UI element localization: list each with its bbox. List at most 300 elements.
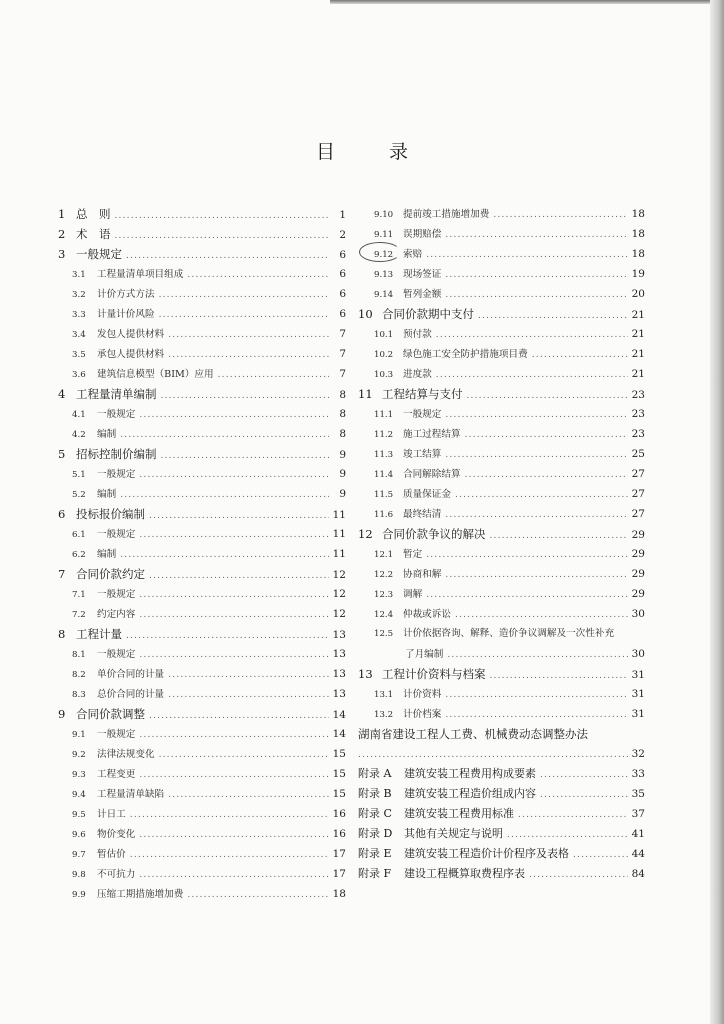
toc-entry-label: 一般规定 [97,649,136,660]
toc-entry-label: 合同价款期中支付 [382,307,474,321]
toc-entry-number: 3.5 [72,350,86,360]
toc-entry-page: 1 [339,209,346,221]
toc-entry-number: 7 [58,567,66,581]
toc-entry-number: 13.2 [374,710,394,720]
toc-entry-13-2[interactable] [358,704,645,724]
toc-entry-number: 10.3 [374,370,394,380]
toc-dot-leader [120,425,329,445]
toc-entry[interactable] [358,644,645,664]
toc-entry-page: 29 [631,529,645,541]
toc-entry-12-4[interactable] [358,604,645,624]
toc-dot-leader [139,465,329,485]
toc-entry-3-4[interactable] [58,324,346,344]
toc-entry-page: 21 [631,328,645,340]
page-title: 目 录 [315,141,433,163]
toc-entry-label: 单价合同的计量 [97,669,165,680]
toc-entry-8-3[interactable] [58,684,346,704]
toc-entry-number: 附录 B [358,787,392,800]
toc-entry-page: 13 [332,688,346,700]
toc-entry-9-2[interactable] [58,744,346,764]
toc-entry-number: 6.1 [72,530,86,540]
toc-dot-leader [507,825,628,845]
toc-entry-label: 合同价款争议的解决 [382,527,486,541]
toc-entry-page: 7 [339,328,346,340]
toc-entry-label: 施工过程结算 [403,429,461,440]
toc-entry-label: 一般规定 [97,469,136,480]
toc-entry-page: 6 [339,249,346,261]
toc-entry-label: 一般规定 [76,247,122,261]
toc-entry-number: 3 [58,247,66,261]
toc-entry-11-4[interactable] [358,464,645,484]
toc-entry-2[interactable] [58,224,346,244]
toc-entry-11-1[interactable] [358,404,645,424]
toc-dot-leader [168,325,329,345]
toc-entry-13-1[interactable] [358,684,645,704]
toc-entry-9-10[interactable] [358,204,645,224]
toc-entry-page: 27 [631,468,645,480]
toc-entry-page: 41 [631,828,645,840]
toc-dot-leader [445,285,628,305]
toc-entry-label: 建筑安装工程造价组成内容 [404,787,536,800]
toc-entry-label: 建设工程概算取费程序表 [404,867,525,880]
toc-entry-6-2[interactable] [58,544,346,564]
toc-dot-leader [455,605,628,625]
toc-entry-page: 9 [339,488,346,500]
toc-entry-7-2[interactable] [58,604,346,624]
toc-entry-label: 压缩工期措施增加费 [97,889,184,900]
toc-entry-5-1[interactable] [58,464,346,484]
toc-entry-page: 30 [631,648,645,660]
toc-entry-number: 13 [358,667,373,681]
toc-entry-label: 建筑安装工程费用构成要素 [404,767,536,780]
toc-entry-number: 11.1 [374,410,394,420]
toc-entry-label: 计价方式方法 [97,289,155,300]
toc-entry-page: 20 [631,288,645,300]
toc-entry-label: 约定内容 [97,609,136,620]
toc-entry-number: 附录 C [358,807,392,820]
toc-dot-leader [445,445,628,465]
toc-dot-leader [445,405,628,425]
toc-entry-page: 11 [332,509,346,521]
toc-entry-number: 12.2 [374,570,394,580]
toc-entry-7-1[interactable] [58,584,346,604]
toc-entry-label: 暂列金额 [403,289,442,300]
toc-entry-number: 11.5 [374,490,394,500]
toc-entry-9-11[interactable] [358,224,645,244]
toc-entry-label: 计日工 [97,809,126,820]
toc-right-column [358,204,645,884]
toc-entry-9-4[interactable] [58,784,346,804]
toc-entry-10[interactable] [358,304,645,324]
toc-dot-leader [187,885,329,905]
toc-entry-11-2[interactable] [358,424,645,444]
toc-entry-label: 承包人提供材料 [97,349,165,360]
toc-entry-label: 调解 [403,589,423,600]
toc-entry-page: 21 [631,309,645,321]
toc-entry-number: 9.2 [72,750,86,760]
toc-dot-leader [426,585,628,605]
toc-entry-label: 预付款 [403,329,432,340]
toc-entry-附录-D[interactable] [358,824,645,844]
toc-entry-number: 附录 A [358,767,392,780]
toc-dot-leader [120,545,329,565]
toc-dot-leader [161,446,330,466]
toc-entry-label: 工程计价资料与档案 [382,667,486,681]
toc-entry-number: 11 [358,387,373,401]
toc-entry-label: 法律法规变化 [97,749,155,760]
toc-entry-9-8[interactable] [58,864,346,884]
toc-entry-label: 暂定 [403,549,423,560]
toc-dot-leader [445,705,628,725]
toc-entry-11-3[interactable] [358,444,645,464]
toc-entry-page: 32 [631,748,645,760]
toc-entry-label: 了月编制 [405,649,444,660]
toc-dot-leader [445,685,628,705]
toc-entry-number: 12.4 [374,610,394,620]
toc-entry-label: 总 则 [76,207,111,221]
toc-entry-page: 6 [339,288,346,300]
toc-dot-leader [126,626,329,646]
toc-entry-page: 12 [332,588,346,600]
toc-entry-附录-A[interactable] [358,764,645,784]
toc-entry-number: 9.12 [374,250,394,260]
toc-entry-page: 30 [631,608,645,620]
toc-entry-8-1[interactable] [58,644,346,664]
toc-entry-10-3[interactable] [358,364,645,384]
toc-dot-leader [159,305,329,325]
toc-entry-label: 最终结清 [403,509,442,520]
toc-entry-number: 11.3 [374,450,394,460]
toc-entry-page: 15 [332,768,346,780]
toc-entry-4[interactable] [58,384,346,404]
toc-entry-11-5[interactable] [358,484,645,504]
toc-entry-label: 工程量清单编制 [76,387,157,401]
toc-entry-9-1[interactable] [58,724,346,744]
toc-entry-label: 索赔 [403,249,423,260]
toc-entry-附录-F[interactable] [358,864,645,884]
toc-entry-number: 8 [58,627,66,641]
toc-entry[interactable] [358,724,645,744]
toc-entry-12-1[interactable] [358,544,645,564]
toc-entry-number: 9.9 [72,890,86,900]
toc-dot-leader [149,506,329,526]
toc-entry-label: 编制 [97,429,117,440]
toc-entry-number: 9.4 [72,790,86,800]
toc-entry-number: 6.2 [72,550,86,560]
toc-entry-9-9[interactable] [58,884,346,904]
toc-entry-page: 21 [631,368,645,380]
toc-entry-label: 一般规定 [97,729,136,740]
toc-entry-label: 质量保证金 [403,489,451,500]
toc-dot-leader [532,345,628,365]
toc-entry-8[interactable] [58,624,346,644]
toc-entry-10-1[interactable] [358,324,645,344]
toc-entry-number: 5.1 [72,470,86,480]
toc-entry-label: 合同价款调整 [76,707,145,721]
toc-entry-number: 12.3 [374,590,394,600]
toc-entry-label: 术 语 [76,227,111,241]
toc-entry-12-5[interactable] [358,624,645,644]
toc-entry-6[interactable] [58,504,346,524]
toc-entry-label: 一般规定 [403,409,442,420]
toc-entry-number: 3.2 [72,290,86,300]
toc-dot-leader [490,666,629,686]
toc-dot-leader [168,785,329,805]
toc-dot-leader [149,706,329,726]
toc-dot-leader [573,845,628,865]
toc-entry-9[interactable] [58,704,346,724]
toc-entry-3-2[interactable] [58,284,346,304]
toc-entry-附录-C[interactable] [358,804,645,824]
scan-edge-top [330,0,724,4]
toc-dot-leader [168,345,329,365]
toc-entry-number: 10 [358,307,373,321]
toc-entry-3[interactable] [58,244,346,264]
toc-entry-label: 工程变更 [97,769,136,780]
toc-entry-label: 合同价款约定 [76,567,145,581]
toc-entry-4-1[interactable] [58,404,346,424]
toc-dot-leader [478,306,628,326]
toc-entry-8-2[interactable] [58,664,346,684]
toc-entry-page: 27 [631,508,645,520]
toc-entry-12[interactable] [358,524,645,544]
toc-entry-label: 工程计量 [76,627,122,641]
toc-entry-number: 9.3 [72,770,86,780]
toc-entry-number: 3.1 [72,270,86,280]
toc-dot-leader [130,805,329,825]
toc-entry-label: 计价档案 [403,709,442,720]
toc-entry-number: 6 [58,507,66,521]
toc-entry-number: 12.5 [374,629,394,639]
toc-entry-13[interactable] [358,664,645,684]
toc-entry-label: 计价依据咨询、解释、造价争议调解及一次性补充 [403,628,615,639]
toc-dot-leader [529,865,628,885]
toc-dot-leader [159,285,329,305]
toc-entry-9-12[interactable] [358,244,645,264]
toc-entry-number: 11.6 [374,510,394,520]
toc-entry-page: 31 [631,688,645,700]
toc-dot-leader [467,386,629,406]
toc-dot-leader [218,365,329,385]
toc-dot-leader [540,785,628,805]
toc-entry-4-2[interactable] [58,424,346,444]
toc-entry-number: 10.2 [374,350,394,360]
toc-dot-leader [447,645,628,665]
toc-dot-leader [139,585,329,605]
toc-entry-number: 3.6 [72,370,86,380]
toc-entry-page: 25 [631,448,645,460]
toc-entry-number: 附录 D [358,827,393,840]
toc-dot-leader [139,645,329,665]
toc-entry-page: 33 [631,768,645,780]
toc-entry-page: 35 [631,788,645,800]
toc-dot-leader [540,765,628,785]
toc-entry-label: 湖南省建设工程人工费、机械费动态调整办法 [358,727,588,741]
toc-entry-label: 不可抗力 [97,869,136,880]
toc-dot-leader [149,566,329,586]
toc-entry-附录-B[interactable] [358,784,645,804]
toc-entry-label: 计量计价风险 [97,309,155,320]
toc-dot-leader [455,485,628,505]
toc-dot-leader [426,245,628,265]
toc-entry-9-13[interactable] [358,264,645,284]
toc-entry-12-3[interactable] [358,584,645,604]
toc-entry-page: 23 [631,428,645,440]
toc-entry-page: 31 [631,708,645,720]
toc-entry-label: 建筑安装工程费用标准 [404,807,514,820]
toc-dot-leader [490,526,629,546]
toc-entry-number: 9.13 [374,270,394,280]
toc-entry-3-6[interactable] [58,364,346,384]
toc-entry-number: 12.1 [374,550,394,560]
toc-entry-3-3[interactable] [58,304,346,324]
toc-dot-leader [445,225,628,245]
toc-entry-page: 8 [339,408,346,420]
toc-entry-number: 4.1 [72,410,86,420]
toc-dot-leader [518,805,628,825]
toc-entry-page: 7 [339,348,346,360]
toc-entry-5[interactable] [58,444,346,464]
toc-dot-leader [139,725,329,745]
toc-entry-label: 进度款 [403,369,432,380]
toc-dot-leader [130,845,329,865]
toc-dot-leader [159,745,329,765]
toc-entry-page: 37 [631,808,645,820]
toc-entry-附录-E[interactable] [358,844,645,864]
toc-entry-11-6[interactable] [358,504,645,524]
toc-entry-11[interactable] [358,384,645,404]
toc-entry-page: 23 [631,389,645,401]
toc-entry-page: 17 [332,868,346,880]
toc-entry-label: 一般规定 [97,589,136,600]
toc-entry-number: 5.2 [72,490,86,500]
toc-entry-6-1[interactable] [58,524,346,544]
toc-entry-number: 11.4 [374,470,394,480]
toc-entry-page: 13 [332,648,346,660]
toc-entry-number: 4 [58,387,66,401]
toc-entry-page: 9 [339,449,346,461]
toc-entry-label: 其他有关规定与说明 [404,827,503,840]
toc-entry-number: 9.8 [72,870,86,880]
toc-dot-leader [139,605,329,625]
toc-entry-9-7[interactable] [58,844,346,864]
toc-dot-leader [139,765,329,785]
toc-entry-number: 3.4 [72,330,86,340]
toc-entry-7[interactable] [58,564,346,584]
toc-dot-leader [115,206,330,226]
toc-dot-leader [493,205,628,225]
toc-entry-number: 13.1 [374,690,394,700]
toc-entry-number: 10.1 [374,330,394,340]
toc-entry-number: 9.1 [72,730,86,740]
toc-dot-leader [445,565,628,585]
toc-entry-number: 4.2 [72,430,86,440]
toc-entry-label: 合同解除结算 [403,469,461,480]
toc-dot-leader [358,745,628,765]
toc-entry-number: 9.7 [72,850,86,860]
toc-entry-3-1[interactable] [58,264,346,284]
toc-dot-leader [161,386,330,406]
toc-dot-leader [139,405,329,425]
toc-entry-page: 18 [631,248,645,260]
toc-entry-number: 12 [358,527,373,541]
toc-entry-page: 16 [332,808,346,820]
toc-left-column [58,204,346,904]
toc-entry-page: 8 [339,428,346,440]
toc-entry-1[interactable] [58,204,346,224]
toc-entry-9-3[interactable] [58,764,346,784]
toc-entry-page: 6 [339,268,346,280]
toc-entry-5-2[interactable] [58,484,346,504]
toc-entry-number: 9 [58,707,66,721]
toc-entry-page: 2 [339,229,346,241]
toc-entry-page: 11 [332,528,346,540]
toc-entry-number: 7.1 [72,590,86,600]
toc-entry-label: 工程结算与支付 [382,387,463,401]
toc-dot-leader [168,685,329,705]
toc-entry-page: 23 [631,408,645,420]
toc-entry-number: 9.10 [374,210,394,220]
toc-entry-page: 19 [631,268,645,280]
toc-entry-page: 15 [332,788,346,800]
toc-entry-page: 13 [332,629,346,641]
toc-entry-12-2[interactable] [358,564,645,584]
toc-entry-9-14[interactable] [358,284,645,304]
toc-entry-page: 17 [332,848,346,860]
toc-dot-leader [187,265,329,285]
toc-entry-number: 附录 E [358,847,392,860]
toc-entry-page: 27 [631,488,645,500]
toc-entry-page: 29 [631,568,645,580]
toc-entry-page: 18 [631,228,645,240]
toc-entry-9-6[interactable] [58,824,346,844]
toc-entry-label: 暂估价 [97,849,126,860]
toc-entry-label: 协商和解 [403,569,442,580]
toc-entry-number: 9.14 [374,290,394,300]
toc-entry-number: 8.1 [72,650,86,660]
toc-entry-page: 84 [631,868,645,880]
toc-entry-label: 竣工结算 [403,449,442,460]
toc-entry-label: 工程量清单缺陷 [97,789,165,800]
toc-entry-3-5[interactable] [58,344,346,364]
toc-entry-number: 2 [58,227,66,241]
toc-entry-label: 建筑安装工程造价计价程序及表格 [404,847,569,860]
toc-dot-leader [139,525,329,545]
toc-entry-label: 物价变化 [97,829,136,840]
toc-entry-number: 8.2 [72,670,86,680]
toc-entry-label: 总价合同的计量 [97,689,165,700]
toc-entry-number: 1 [58,207,66,221]
toc-dot-leader [436,365,628,385]
toc-entry-page: 29 [631,588,645,600]
toc-entry-label: 误期赔偿 [403,229,442,240]
toc-entry-page: 16 [332,828,346,840]
toc-entry[interactable] [358,744,645,764]
toc-entry-label: 编制 [97,549,117,560]
toc-entry-label: 工程量清单项目组成 [97,269,184,280]
toc-entry-number: 3.3 [72,310,86,320]
toc-entry-9-5[interactable] [58,804,346,824]
toc-entry-number: 附录 F [358,867,392,880]
toc-dot-leader [465,465,628,485]
toc-dot-leader [139,825,329,845]
toc-entry-label: 建筑信息模型（BIM）应用 [97,369,214,380]
toc-dot-leader [115,226,330,246]
toc-entry-label: 编制 [97,489,117,500]
toc-entry-page: 18 [332,888,346,900]
toc-entry-label: 提前竣工措施增加费 [403,209,490,220]
toc-entry-10-2[interactable] [358,344,645,364]
